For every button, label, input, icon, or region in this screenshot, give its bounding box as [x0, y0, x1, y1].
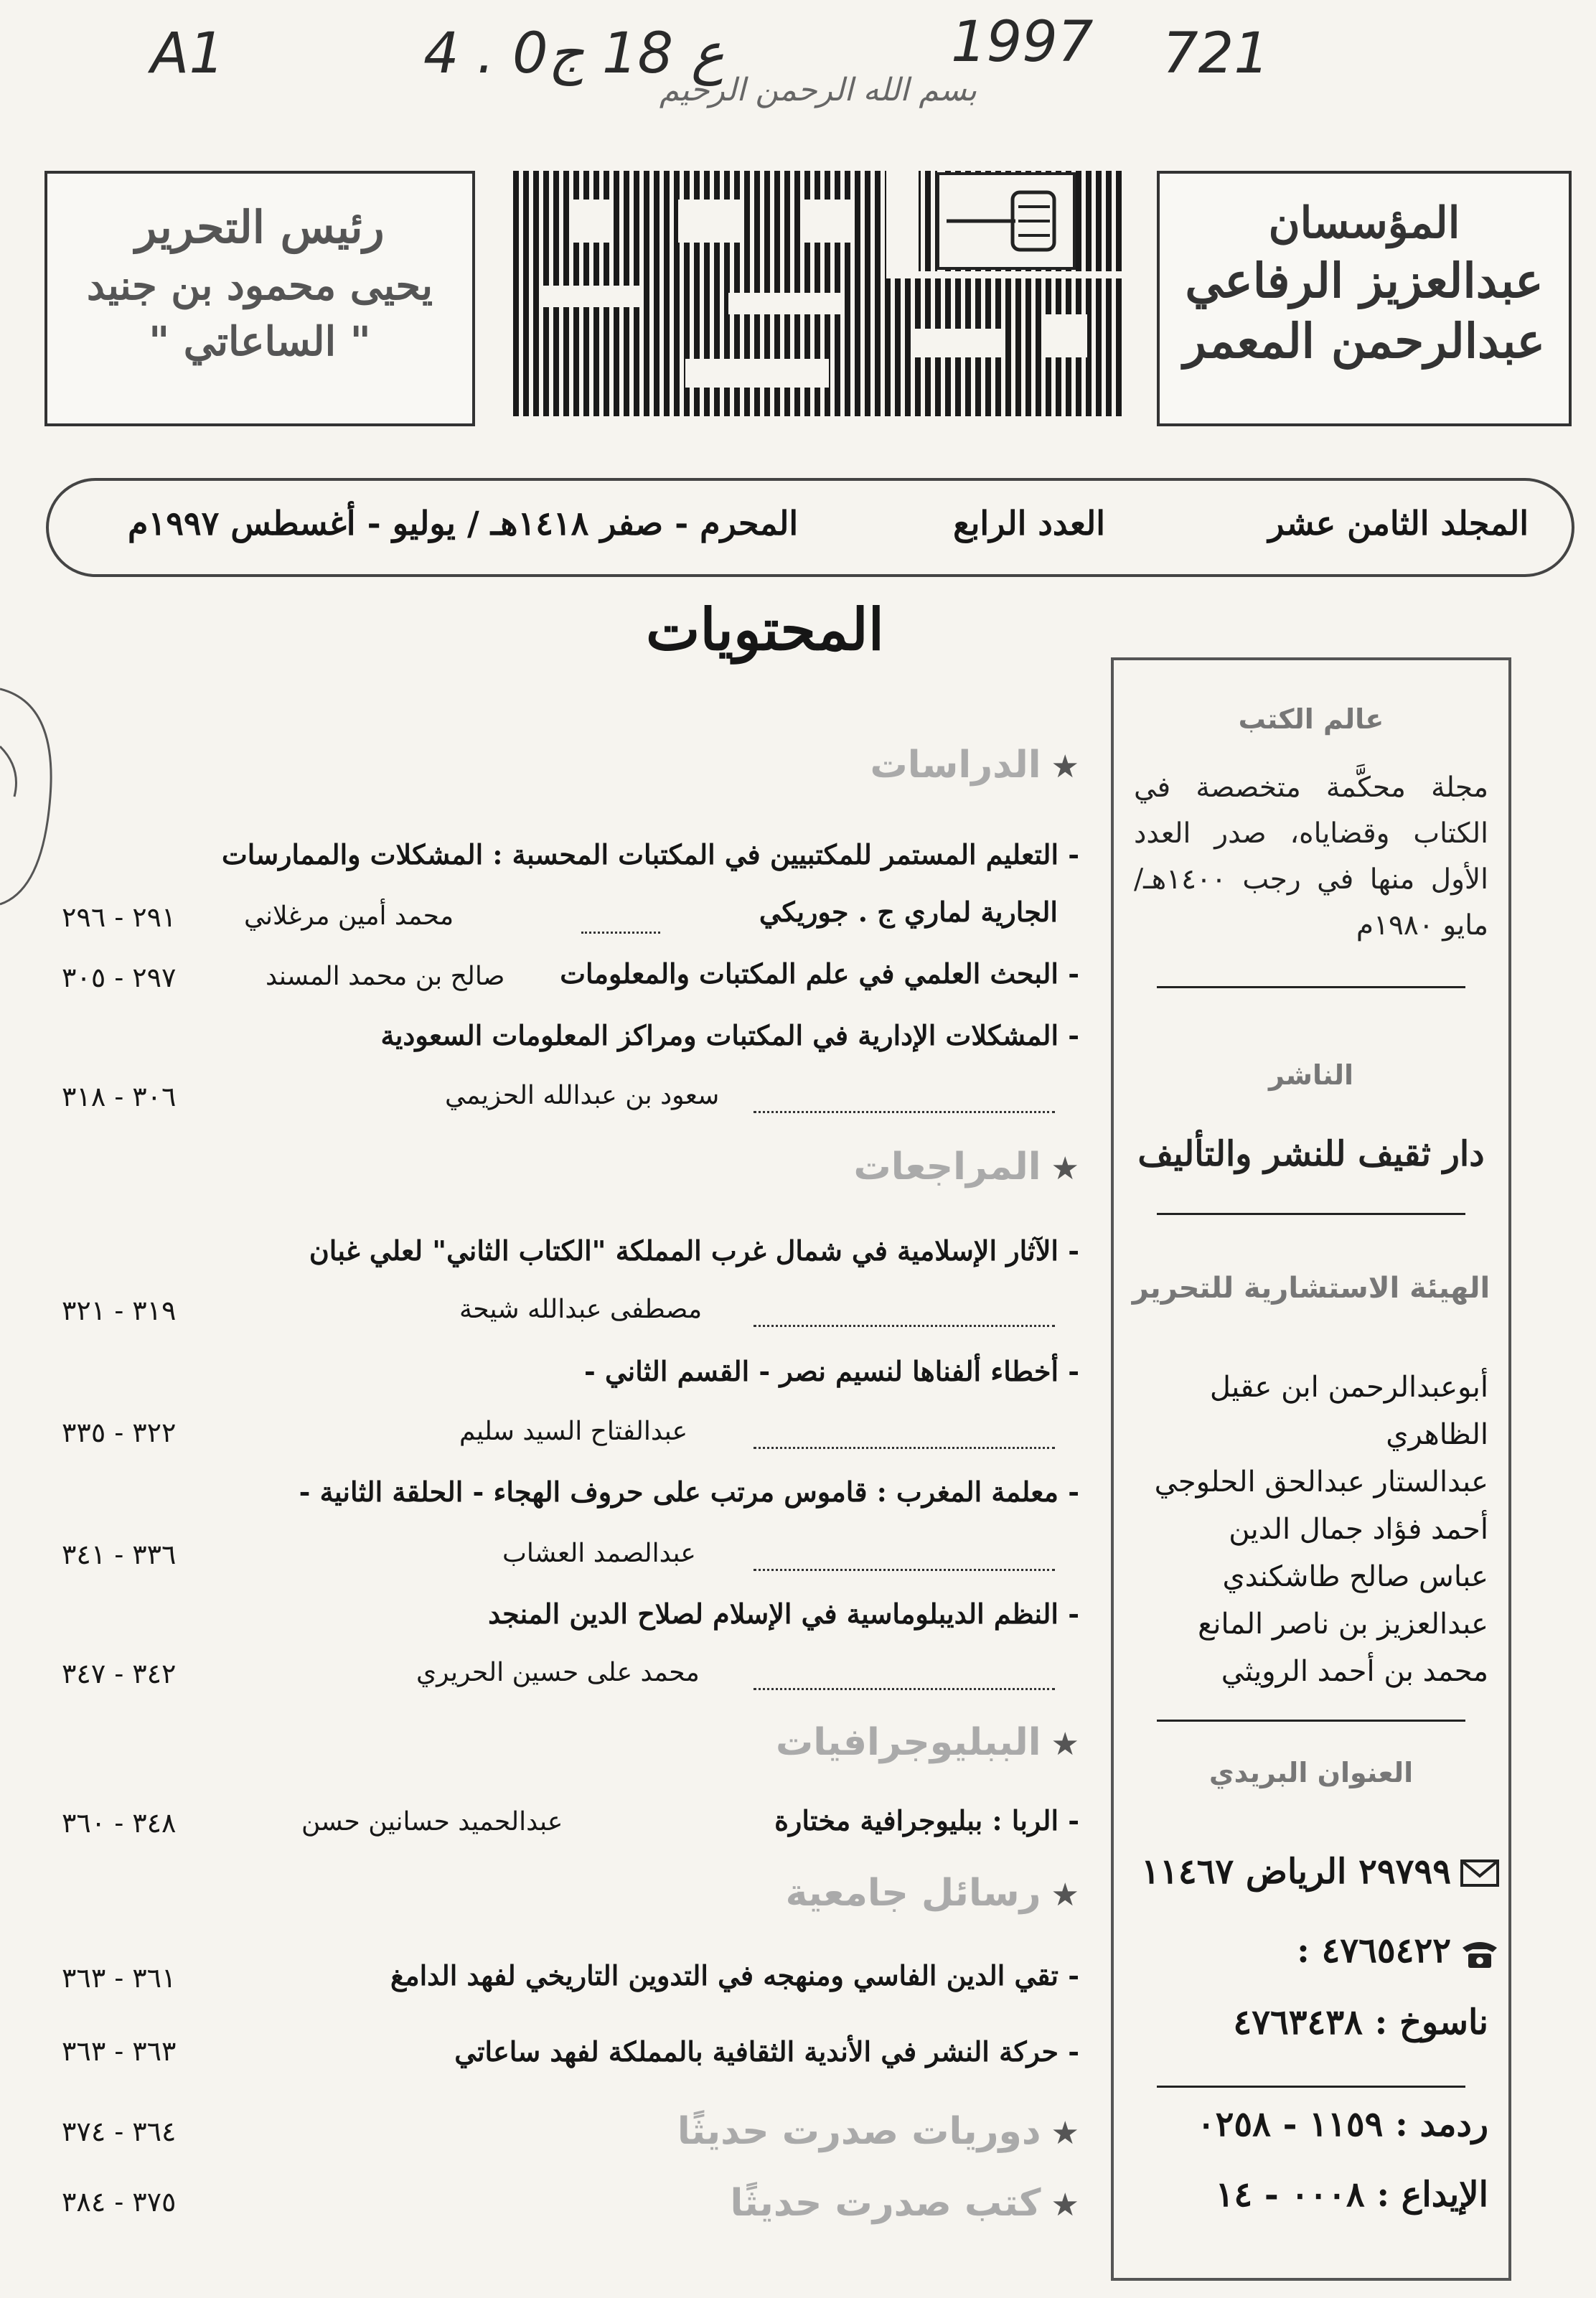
toc-entry-2-pages: ٢٩٧ - ٣٠٥	[62, 962, 177, 993]
editor-box	[44, 171, 475, 426]
board-member: أبوعبدالرحمن ابن عقيل الظاهري	[1209, 1371, 1488, 1451]
toc-entry-4-title: - الآثار الإسلامية في شمال غرب المملكة "الكتاب الثاني" لعلي غبان	[309, 1234, 1079, 1267]
toc-entry-8-author: عبدالحميد حسانين حسن	[301, 1807, 563, 1837]
dot-leader	[581, 932, 660, 934]
handwritten-issue-numbers: 4 . ع 18 ج0	[423, 22, 725, 86]
editor-nickname: " الساعاتي "	[149, 318, 371, 365]
toc-entry-3-pages: ٣٠٦ - ٣١٨	[62, 1081, 177, 1112]
issue-info-bar	[46, 478, 1574, 577]
section-new-periodicals: ★دوريات صدرت حديثًا	[677, 2110, 1079, 2153]
section-studies: ★الدراسات	[870, 744, 1079, 787]
margin-stamp-mark	[0, 675, 65, 919]
editor-title: رئيس التحرير	[135, 201, 385, 253]
postal-address-title: العنوان البريدي	[1208, 1757, 1414, 1788]
issue-date-label: المحرم - صفر ١٤١٨هـ / يوليو - أغسطس ١٩٩٧م	[128, 504, 799, 543]
dot-leader	[754, 1111, 1055, 1113]
toc-entry-2-author: صالح بن محمد المسند	[266, 962, 505, 991]
divider	[1157, 1213, 1465, 1215]
star-icon: ★	[1051, 1726, 1079, 1763]
about-text: مجلة محكَّمة متخصصة في الكتاب وقضاياه، صدر العدد الأول منها في رجب ١٤٠٠هـ/ مايو ١٩٨٠م	[1134, 772, 1488, 942]
section-new-periodicals-pages: ٣٦٤ - ٣٧٤	[62, 2116, 177, 2147]
toc-entry-10-pages: ٣٦٣ - ٣٦٣	[62, 2035, 177, 2067]
issue-number-label: العدد الرابع	[953, 504, 1105, 543]
advisory-board-members	[1114, 1364, 1488, 1695]
toc-entry-1-title: - التعليم المستمر للمكتبيين في المكتبات المحسبة : المشكلات والممارسات	[221, 838, 1079, 871]
toc-entry-3-author: سعود بن عبدالله الحزيمي	[445, 1081, 720, 1110]
star-icon: ★	[1051, 2115, 1079, 2152]
section-reviews: ★المراجعات	[853, 1145, 1079, 1188]
dot-leader	[754, 1688, 1055, 1690]
founder-name-1: عبدالعزيز الرفاعي	[1185, 253, 1544, 309]
star-icon: ★	[1051, 1150, 1079, 1187]
pen-hand-icon	[938, 174, 1074, 268]
telephone-icon	[1458, 1938, 1501, 1969]
legal-deposit-number: الإيداع : ٠٠٠٨ - ١٤	[1215, 2175, 1488, 2215]
section-bibliographies: ★الببليوجرافيات	[775, 1721, 1079, 1764]
toc-entry-9-title: - تقي الدين الفاسي ومنهجه في التدوين التاريخي لفهد الدامغ	[390, 1959, 1079, 1992]
divider	[1157, 2086, 1465, 2088]
toc-entry-4-author: مصطفى عبدالله شيحة	[459, 1295, 703, 1324]
po-box: ٢٩٧٩٩ الرياض ١١٤٦٧	[1141, 1852, 1451, 1892]
dot-leader	[754, 1447, 1055, 1449]
issn-number: ردمد : ١١٥٩ - ٠٢٥٨	[1196, 2104, 1488, 2144]
board-member: محمد بن أحمد الرويثي	[1221, 1655, 1488, 1688]
editor-name: يحيى محمود بن جنيد	[86, 262, 433, 309]
handwritten-record-number: 721	[1163, 22, 1269, 86]
toc-entry-1-pages: ٢٩١ - ٢٩٦	[62, 901, 177, 933]
handwritten-code: A1	[151, 22, 225, 86]
advisory-board-title: الهيئة الاستشارية للتحرير	[1132, 1272, 1491, 1305]
toc-entry-5-title: - أخطاء ألفناها لنسيم نصر - القسم الثاني -	[583, 1355, 1079, 1387]
dot-leader	[754, 1569, 1055, 1571]
toc-entry-8-pages: ٣٤٨ - ٣٦٠	[62, 1807, 177, 1839]
handwritten-year: 1997	[951, 10, 1094, 75]
toc-entry-6-pages: ٣٣٦ - ٣٤١	[62, 1539, 177, 1570]
toc-entry-2-title: - البحث العلمي في علم المكتبات والمعلومات	[560, 957, 1079, 990]
toc-entry-1-title-cont: الجارية لماري ج . جوريكي	[759, 896, 1058, 928]
publisher-name: دار ثقيف للنشر والتأليف	[1137, 1134, 1485, 1174]
volume-label: المجلد الثامن عشر	[1268, 504, 1529, 543]
founder-name-2: عبدالرحمن المعمر	[1183, 313, 1545, 369]
publisher-title: الناشر	[1268, 1059, 1354, 1091]
toc-entry-9-pages: ٣٦١ - ٣٦٣	[62, 1962, 177, 1994]
toc-entry-6-title: - معلمة المغرب : قاموس مرتب على حروف الهجاء - الحلقة الثانية -	[299, 1476, 1079, 1508]
info-sidebar	[1111, 657, 1511, 2281]
divider	[1157, 986, 1465, 988]
section-new-books: ★كتب صدرت حديثًا	[730, 2182, 1079, 2225]
toc-title: المحتويات	[646, 596, 884, 663]
toc-entry-3-title: - المشكلات الإدارية في المكتبات ومراكز المعلومات السعودية	[380, 1019, 1079, 1051]
star-icon: ★	[1051, 2187, 1079, 2223]
toc-entry-7-author: محمد على حسين الحريري	[416, 1658, 700, 1687]
board-member: أحمد فؤاد جمال الدين	[1229, 1513, 1488, 1546]
phone-number: ٤٧٦٥٤٢٢ :	[1297, 1931, 1451, 1971]
toc-entry-1-author: محمد أمين مرغلاني	[244, 901, 454, 931]
toc-entry-5-author: عبدالفتاح السيد سليم	[459, 1417, 688, 1446]
masthead-logo	[513, 171, 1122, 416]
toc-entry-7-pages: ٣٤٢ - ٣٤٧	[62, 1658, 177, 1689]
board-member: عباس صالح طاشكندي	[1222, 1560, 1488, 1593]
founders-box	[1157, 171, 1572, 426]
star-icon: ★	[1051, 749, 1079, 785]
section-new-books-pages: ٣٧٥ - ٣٨٤	[62, 2186, 177, 2218]
toc-entry-7-title: - النظم الديبلوماسية في الإسلام لصلاح الدين المنجد	[488, 1598, 1079, 1630]
dot-leader	[754, 1325, 1055, 1327]
board-member: عبدالستار عبدالحق الحلوجي	[1154, 1465, 1488, 1499]
divider	[1157, 1720, 1465, 1722]
board-member: عبدالعزيز بن ناصر المانع	[1198, 1608, 1488, 1641]
toc-entry-4-pages: ٣١٩ - ٣٢١	[62, 1295, 177, 1326]
toc-entry-10-title: - حركة النشر في الأندية الثقافية بالمملكة لفهد ساعاتي	[454, 2035, 1079, 2068]
toc-entry-5-pages: ٣٢٢ - ٣٣٥	[62, 1417, 177, 1448]
about-title: عالم الكتب	[1238, 703, 1384, 735]
toc-entry-6-author: عبدالصمد العشاب	[502, 1539, 696, 1568]
basmala-calligraphy: بسم الله الرحمن الرحيم	[659, 72, 977, 108]
founders-title: المؤسسان	[1268, 198, 1460, 248]
section-theses: ★رسائل جامعية	[785, 1872, 1079, 1915]
star-icon: ★	[1051, 1877, 1079, 1913]
envelope-icon	[1460, 1859, 1500, 1887]
toc-entry-8-title: - الربا : ببليوجرافية مختارة	[774, 1804, 1079, 1837]
fax-number: ناسوخ : ٤٧٦٣٤٣٨	[1233, 2002, 1488, 2043]
